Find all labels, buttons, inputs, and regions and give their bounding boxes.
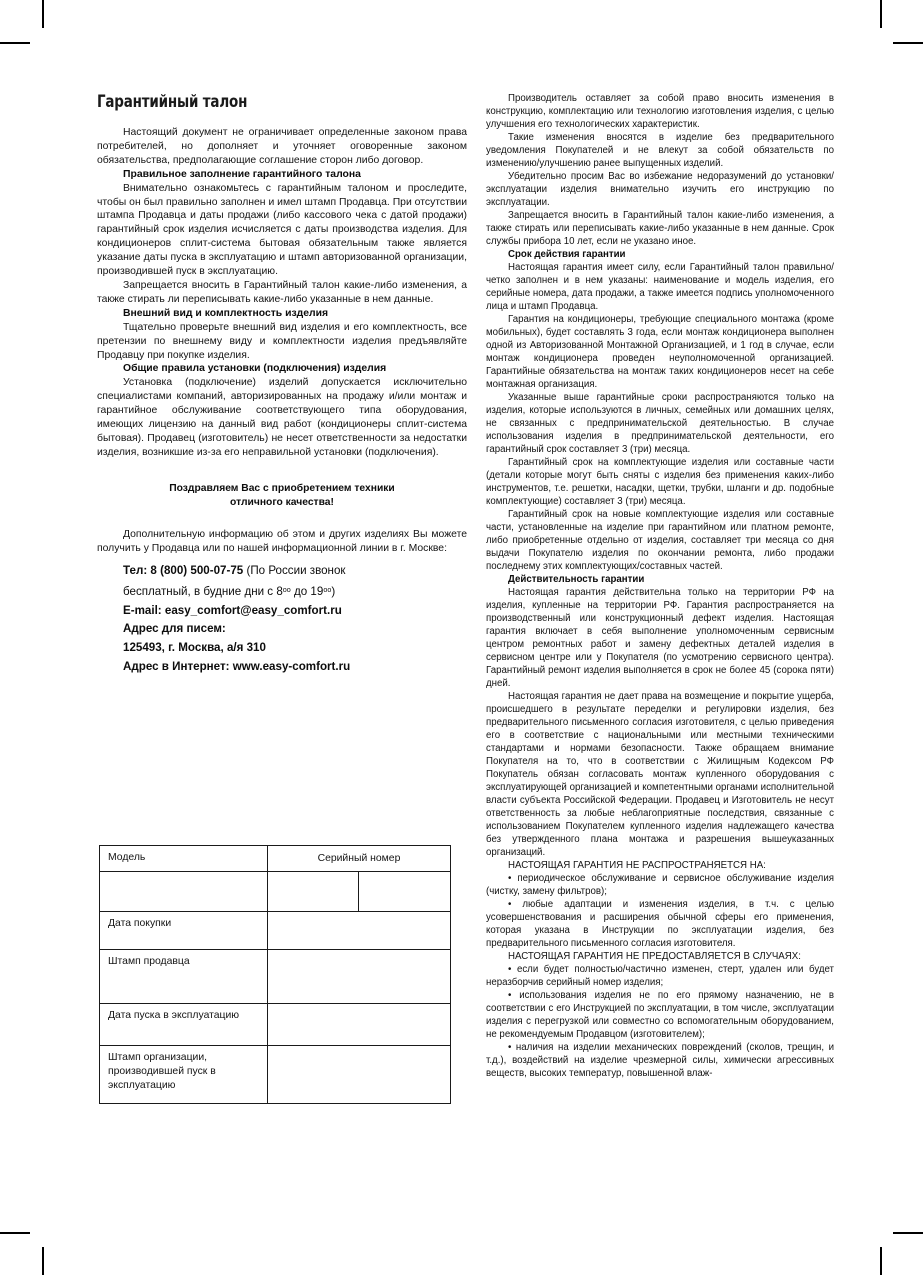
info-line-intro: Дополнительную информацию об этом и других изделиях Вы можете получить у Продавца или по нашей информационной линии в г. Москве:	[97, 528, 467, 555]
not-provided-item-2: • использования изделия не по его прямому назначению, не в соответствии с его Инструкцией по эксплуатации, в том числе, эксплуатации изделия с перегрузкой или совместно со вспомогательным оборудованием, не рекомендуемым Продавцом (изготовителем);	[486, 990, 834, 1040]
cell-label-purchase-date: Дата покупки	[100, 912, 268, 950]
website-value: www.easy-comfort.ru	[232, 659, 351, 673]
crop-mark-bottom-right-horizontal	[893, 1232, 923, 1234]
phone-note-open: (По России звонок	[246, 564, 346, 578]
cell-label-serial: Серийный номер	[267, 846, 450, 872]
crop-mark-top-right-vertical	[880, 0, 882, 28]
table-row	[100, 872, 451, 912]
contact-postal-value: 125493, г. Москва, а/я 310	[123, 640, 266, 654]
not-provided-item-3: • наличия на изделии механических повреждений (сколов, трещин, и т.д.), воздействий на изделие чрезмерной силы, химически агрессивных веществ, высоких температур, повышенной влаж-	[486, 1042, 834, 1079]
cell-label-startup-date: Дата пуска в эксплуатацию	[100, 1004, 268, 1046]
exclusion-item-1: • периодическое обслуживание и сервисное обслуживание изделия (чистку, замену фильтров);	[486, 873, 834, 897]
heading-warranty-term: Срок действия гарантии	[508, 249, 626, 260]
intro-paragraph: Настоящий документ не ограничивает определенные законом права потребителей, но дополняет и уточняет оговоренные законом обязательства, предполагающие соглашение сторон либо договор.	[97, 127, 467, 166]
contact-phone	[123, 562, 467, 581]
exclusion-item-2: • любые адаптации и изменения изделия, в т.ч. с целью усовершенствования и расширения обычной сферы его применения, которая указана в Инструкции по эксплуатации изделия, без предварительного письменного согласия изготовителя.	[486, 899, 834, 949]
heading-warranty-validity: Действительность гарантии	[508, 574, 645, 585]
paragraph-filling-1: Внимательно ознакомьтесь с гарантийным талоном и проследите, чтобы он был правильно заполнен и имел штамп Продавца. При отсутствии штампа Продавца и даты продажи (либо кассового чека с датой продажи) гарантийный срок изделия исчисляется с даты производства изделия. Для кондиционеров сплит-система бытовая обязательным также является указание даты пуска в эксплуатацию и штамп авторизованной организации, производившей пуск в эксплуатацию.	[97, 182, 467, 278]
crop-mark-bottom-left-horizontal	[0, 1232, 30, 1234]
paragraph-read-manual: Убедительно просим Вас во избежание недоразумений до установки/эксплуатации изделия внимательно изучить его инструкцию по эксплуатации.	[486, 171, 834, 208]
cell-value-purchase-date[interactable]	[267, 912, 450, 950]
page-title: Гарантийный талон	[97, 92, 248, 112]
right-text-column	[486, 92, 834, 1080]
paragraph-term-2: Гарантия на кондиционеры, требующие специального монтажа (кроме мобильных), будет составлять 3 года, если монтаж кондиционера выполнен одной из Авторизованной Монтажной Организацией, и 1 год в случае, если монтаж кондиционера проведен неуполномоченной организацией. Гарантийные обязательства на монтаж таких кондиционеров несет на себе монтажная организация.	[486, 314, 834, 390]
email-value: easy_comfort@easy_comfort.ru	[164, 603, 342, 617]
phone-hours-start: бесплатный, в будние дни с 8	[123, 585, 283, 599]
email-label: E-mail:	[123, 603, 162, 617]
cell-value-seller-stamp[interactable]	[267, 950, 450, 1004]
congratulations-line-2: отличного качества!	[230, 496, 334, 508]
cell-label-model: Модель	[100, 846, 268, 872]
contact-list	[97, 562, 467, 676]
paragraph-term-4: Гарантийный срок на комплектующие изделия или составные части (детали которые могут быть сняты с изделия без применения каких-либо инструментов, т.е. решетки, насадки, щетки, трубки, шланги и др. подобные комплектующие) составляет 3 (три) месяца.	[486, 457, 834, 507]
heading-appearance: Внешний вид и комплектность изделия	[123, 307, 329, 319]
phone-hours-end: )	[331, 585, 336, 599]
crop-mark-top-left-horizontal	[0, 42, 30, 44]
cell-value-serial-a[interactable]	[267, 872, 359, 912]
paragraph-installation-1: Установка (подключение) изделий допускается исключительно специалистами компаний, авторизированных на продажу и/или монтаж и гарантийное обслуживание соответствующего типа оборудования, имеющих лицензию на данный вид работ (кондиционеры сплит-система бытовая). Продавец (изготовитель) не несет ответственности за недостатки изделия, возникшие из-за его неправильной установки (подключения).	[97, 377, 467, 458]
congratulations-line-1: Поздравляем Вас с приобретением техники	[169, 482, 395, 494]
website-label: Адрес в Интернет:	[123, 659, 230, 673]
crop-mark-top-right-horizontal	[893, 42, 923, 44]
contact-phone-hours	[123, 581, 467, 602]
table-row	[100, 846, 451, 872]
phone-hours-sup-close: оо	[323, 584, 332, 594]
contact-email	[123, 602, 467, 621]
heading-exclusions: НАСТОЯЩАЯ ГАРАНТИЯ НЕ РАСПРОСТРАНЯЕТСЯ НА:	[508, 860, 766, 871]
table-row	[100, 950, 451, 1004]
table-row	[100, 1004, 451, 1046]
table-row	[100, 912, 451, 950]
paragraph-appearance-1: Тщательно проверьте внешний вид изделия и его комплектность, все претензии по внешнему виду и комплектности изделия предъявляйте Продавцу при покупке изделия.	[97, 321, 467, 361]
paragraph-changes-notice: Такие изменения вносятся в изделие без предварительного уведомления Покупателей и не влекут за собой обязательств по изменению/улучшению ранее выпущенных изделий.	[486, 132, 834, 169]
cell-value-model[interactable]	[100, 872, 268, 912]
paragraph-manufacturer-rights: Производитель оставляет за собой право вносить изменения в конструкцию, комплектацию или технологию изготовления изделия, с целью улучшения его технологических характеристик.	[486, 93, 834, 130]
crop-mark-bottom-left-vertical	[42, 1247, 44, 1275]
paragraph-term-5: Гарантийный срок на новые комплектующие изделия или составные части, установленные на изделие при гарантийном или платном ремонте, либо приобретенные отдельно от изделия, составляет три месяца со дня выдачи Покупателю изделия по окончании ремонта, либо продажи последнему этих комплектующих/составных частей.	[486, 509, 834, 572]
heading-installation-rules: Общие правила установки (подключения) изделия	[123, 363, 387, 375]
warranty-registration-table	[99, 845, 451, 1104]
paragraph-validity-2: Настоящая гарантия не дает права на возмещение и покрытие ущерба, происшедшего в результате переделки и регулировки изделия, без предварительного письменного согласия изготовителя, с целью приведения его в соответствие с национальными или местными техническими стандартами и нормами безопасности. Также обращаем внимание Покупателя на то, что в соответствии с Жилищным Кодексом РФ Покупатель обязан согласовать монтаж купленного оборудования с эксплуатирующей организацией и компетентными органами исполнительной власти субъекта Российской Федерации. Продавец и Изготовитель не несут ответственность за любые неблагоприятные последствия, связанные с использованием Покупателем купленного изделия надлежащего качества без утвержденного плана монтажа и разрешения вышеуказанных организаций.	[486, 691, 834, 858]
cell-label-seller-stamp: Штамп продавца	[100, 950, 268, 1004]
phone-label: Тел:	[123, 564, 148, 578]
contact-website	[123, 658, 467, 677]
crop-mark-bottom-right-vertical	[880, 1247, 882, 1275]
heading-not-provided: НАСТОЯЩАЯ ГАРАНТИЯ НЕ ПРЕДОСТАВЛЯЕТСЯ В СЛУЧАЯХ:	[508, 951, 801, 962]
paragraph-term-3: Указанные выше гарантийные сроки распространяются только на изделия, которые используются в личных, семейных или домашних целях, не связанных с предпринимательской деятельностью. В случае использования изделия в предпринимательской деятельности, его гарантийный срок составляет 3 (три) месяца.	[486, 392, 834, 455]
phone-hours-mid: до 19	[290, 585, 324, 599]
left-text-column	[97, 92, 467, 676]
phone-hours-sup-open: оо	[282, 584, 291, 594]
paragraph-filling-2: Запрещается вносить в Гарантийный талон какие-либо изменения, а также стирать ли переписывать какие-либо указанные в нем данные.	[97, 279, 467, 305]
table-row	[100, 1046, 451, 1104]
cell-value-serial-b[interactable]	[359, 872, 451, 912]
heading-correct-filling: Правильное заполнение гарантийного талона	[123, 168, 361, 180]
paragraph-validity-1: Настоящая гарантия действительна только на территории РФ на изделия, купленные на территории РФ. Гарантия распространяется на производственный или конструкционный дефект изделия. Настоящая гарантия включает в себя выполнение уполномоченным сервисным центром ремонтных работ и замену дефектных деталей изделия в сервисном центре или у Покупателя (по усмотрению сервисного центра). Гарантийный ремонт изделия выполняется в срок не более 45 (сорока пяти) дней.	[486, 587, 834, 689]
paragraph-no-alterations: Запрещается вносить в Гарантийный талон какие-либо изменения, а также стирать или переписывать какие-либо указанные в нем данные. Срок службы прибора 10 лет, если не указано иное.	[486, 210, 834, 247]
cell-value-org-stamp[interactable]	[267, 1046, 450, 1104]
phone-number: 8 (800) 500-07-75	[150, 564, 244, 578]
not-provided-item-1: • если будет полностью/частично изменен, стерт, удален или будет неразборчив серийный номер изделия;	[486, 964, 834, 988]
cell-label-org-stamp: Штамп организации, производившей пуск в эксплуатацию	[100, 1046, 268, 1104]
cell-value-startup-date[interactable]	[267, 1004, 450, 1046]
crop-mark-top-left-vertical	[42, 0, 44, 28]
contact-postal-label: Адрес для писем:	[123, 622, 226, 636]
paragraph-term-1: Настоящая гарантия имеет силу, если Гарантийный талон правильно/четко заполнен и в нем указаны: наименование и модель изделия, его серийные номера, дата продажи, а также имеется подпись уполномоченного лица и штамп Продавца.	[486, 262, 834, 312]
